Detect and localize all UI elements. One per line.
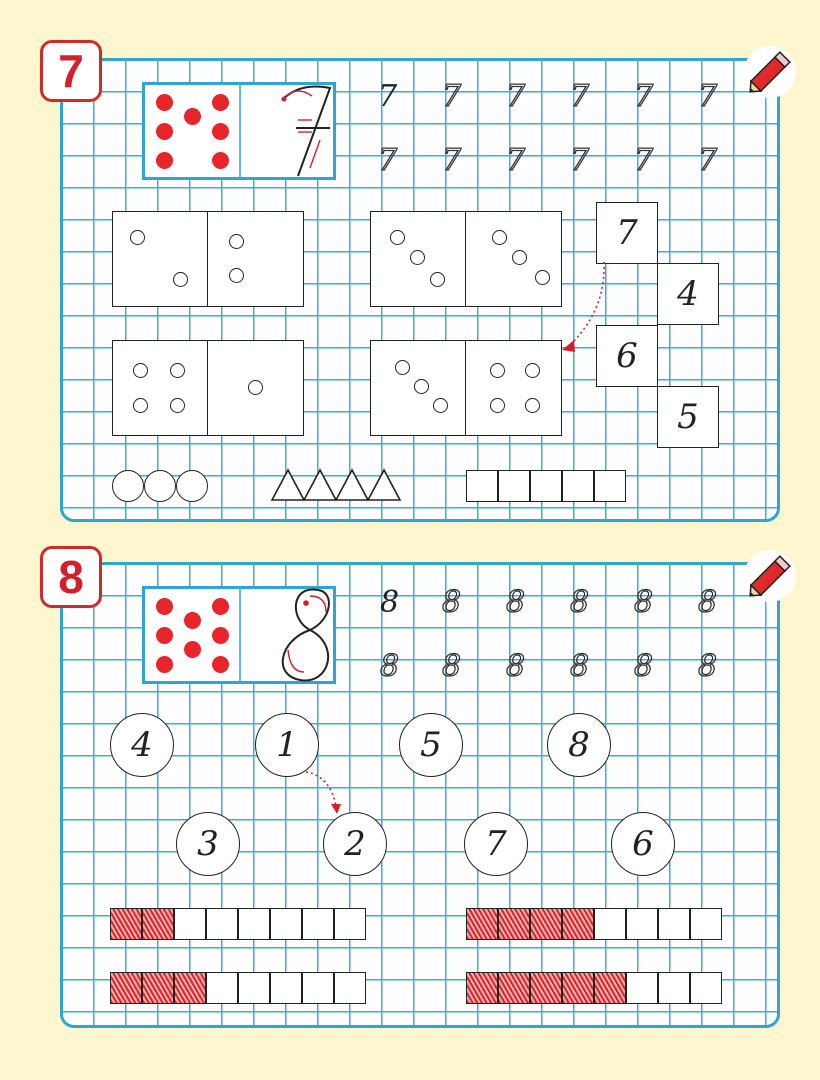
shaded-square[interactable] — [466, 908, 498, 940]
trace-digit-7[interactable]: 7 — [442, 143, 462, 178]
domino-pip — [130, 230, 145, 245]
square-shape — [530, 470, 562, 502]
domino-pip — [133, 363, 148, 378]
domino-pip — [170, 398, 185, 413]
number-circle[interactable]: 7 — [464, 812, 528, 876]
trace-digit-8[interactable]: 8 — [442, 649, 462, 684]
empty-square[interactable] — [238, 908, 270, 940]
domino-tile — [207, 211, 304, 307]
domino-pip — [535, 270, 550, 285]
domino-pip — [395, 360, 410, 375]
square-shape — [594, 470, 626, 502]
circle-shape — [144, 470, 176, 502]
empty-square[interactable] — [174, 908, 206, 940]
counting-dot — [212, 123, 229, 140]
empty-square[interactable] — [658, 972, 690, 1004]
counting-dot — [212, 152, 229, 169]
domino-pip — [133, 398, 148, 413]
shaded-square[interactable] — [562, 972, 594, 1004]
shaded-square[interactable] — [110, 908, 142, 940]
domino-pip — [414, 379, 429, 394]
empty-square[interactable] — [690, 972, 722, 1004]
shaded-square[interactable] — [142, 908, 174, 940]
shaded-square[interactable] — [466, 972, 498, 1004]
trace-digit-8[interactable]: 8 — [570, 649, 590, 684]
shaded-square[interactable] — [562, 908, 594, 940]
shaded-square[interactable] — [174, 972, 206, 1004]
empty-square[interactable] — [270, 908, 302, 940]
domino-pip — [512, 250, 527, 265]
shaded-square[interactable] — [530, 908, 562, 940]
number-circle[interactable]: 6 — [611, 812, 675, 876]
counting-dot — [212, 627, 229, 644]
domino-pip — [492, 230, 507, 245]
trace-digit-8[interactable]: 8 — [634, 585, 654, 620]
domino-pip — [430, 272, 445, 287]
section-7-badge: 7 — [40, 40, 102, 102]
domino-pip — [229, 268, 244, 283]
counting-dot — [212, 656, 229, 673]
shaded-square[interactable] — [142, 972, 174, 1004]
empty-square[interactable] — [626, 972, 658, 1004]
trace-digit-7[interactable]: 7 — [570, 79, 590, 114]
pencil-icon — [742, 548, 798, 604]
square-shape — [498, 470, 530, 502]
trace-digit-8[interactable]: 8 — [634, 649, 654, 684]
domino-pip — [525, 363, 540, 378]
number-circle[interactable]: 4 — [110, 713, 174, 777]
number-circle[interactable]: 5 — [399, 713, 463, 777]
trace-digit-8[interactable]: 8 — [380, 649, 400, 684]
trace-digit-7[interactable]: 7 — [378, 143, 398, 178]
domino-pip — [433, 398, 448, 413]
trace-digit-8[interactable]: 8 — [698, 585, 718, 620]
shaded-square[interactable] — [110, 972, 142, 1004]
empty-square[interactable] — [238, 972, 270, 1004]
empty-square[interactable] — [690, 908, 722, 940]
empty-square[interactable] — [626, 908, 658, 940]
counting-dot — [156, 152, 173, 169]
empty-square[interactable] — [594, 908, 626, 940]
domino-pip — [229, 234, 244, 249]
number-circle[interactable]: 1 — [255, 713, 319, 777]
trace-digit-7[interactable]: 7 — [634, 79, 654, 114]
counting-dot — [212, 598, 229, 615]
domino-pip — [490, 398, 505, 413]
trace-digit-8[interactable]: 8 — [570, 585, 590, 620]
empty-square[interactable] — [334, 972, 366, 1004]
example-digit-7: 7 — [378, 79, 398, 114]
circle-shape — [176, 470, 208, 502]
trace-digit-8[interactable]: 8 — [698, 649, 718, 684]
trace-digit-8[interactable]: 8 — [506, 585, 526, 620]
trace-digit-7[interactable]: 7 — [634, 143, 654, 178]
shaded-square[interactable] — [498, 972, 530, 1004]
empty-square[interactable] — [334, 908, 366, 940]
domino-pip — [410, 250, 425, 265]
counting-dot — [156, 123, 173, 140]
number-circle[interactable]: 2 — [323, 812, 387, 876]
empty-square[interactable] — [206, 972, 238, 1004]
section-8-badge: 8 — [40, 546, 102, 608]
trace-digit-7[interactable]: 7 — [506, 79, 526, 114]
domino-tile — [112, 340, 208, 436]
circle-shape — [112, 470, 144, 502]
trace-digit-7[interactable]: 7 — [442, 79, 462, 114]
counting-dot — [184, 641, 201, 658]
domino-pip — [173, 272, 188, 287]
trace-digit-7[interactable]: 7 — [698, 79, 718, 114]
counting-dot — [184, 108, 201, 125]
counting-dot — [184, 612, 201, 629]
trace-digit-7[interactable]: 7 — [570, 143, 590, 178]
domino-pip — [490, 363, 505, 378]
counting-dot — [156, 94, 173, 111]
counting-dot — [156, 627, 173, 644]
square-shape — [562, 470, 594, 502]
shaded-square[interactable] — [498, 908, 530, 940]
empty-square[interactable] — [658, 908, 690, 940]
domino-tile — [112, 211, 208, 307]
number-box[interactable]: 5 — [657, 386, 719, 448]
empty-square[interactable] — [270, 972, 302, 1004]
number-box[interactable]: 4 — [657, 263, 719, 325]
number-box[interactable]: 6 — [596, 325, 658, 387]
empty-square[interactable] — [206, 908, 238, 940]
trace-digit-8[interactable]: 8 — [506, 649, 526, 684]
domino-tile — [465, 340, 562, 436]
trace-digit-7[interactable]: 7 — [698, 143, 718, 178]
trace-digit-7[interactable]: 7 — [506, 143, 526, 178]
trace-digit-8[interactable]: 8 — [442, 585, 462, 620]
example-digit-8: 8 — [380, 585, 400, 620]
shaded-square[interactable] — [594, 972, 626, 1004]
domino-pip — [390, 230, 405, 245]
shaded-square[interactable] — [530, 972, 562, 1004]
empty-square[interactable] — [302, 908, 334, 940]
counting-dot — [156, 656, 173, 673]
number-circle[interactable]: 8 — [547, 713, 611, 777]
domino-pip — [248, 380, 263, 395]
square-shape — [466, 470, 498, 502]
counting-dot — [212, 94, 229, 111]
empty-square[interactable] — [302, 972, 334, 1004]
number-box[interactable]: 7 — [596, 202, 658, 264]
domino-pip — [170, 363, 185, 378]
domino-pip — [525, 398, 540, 413]
counting-dot — [156, 598, 173, 615]
pencil-icon — [742, 44, 798, 100]
number-circle[interactable]: 3 — [176, 812, 240, 876]
